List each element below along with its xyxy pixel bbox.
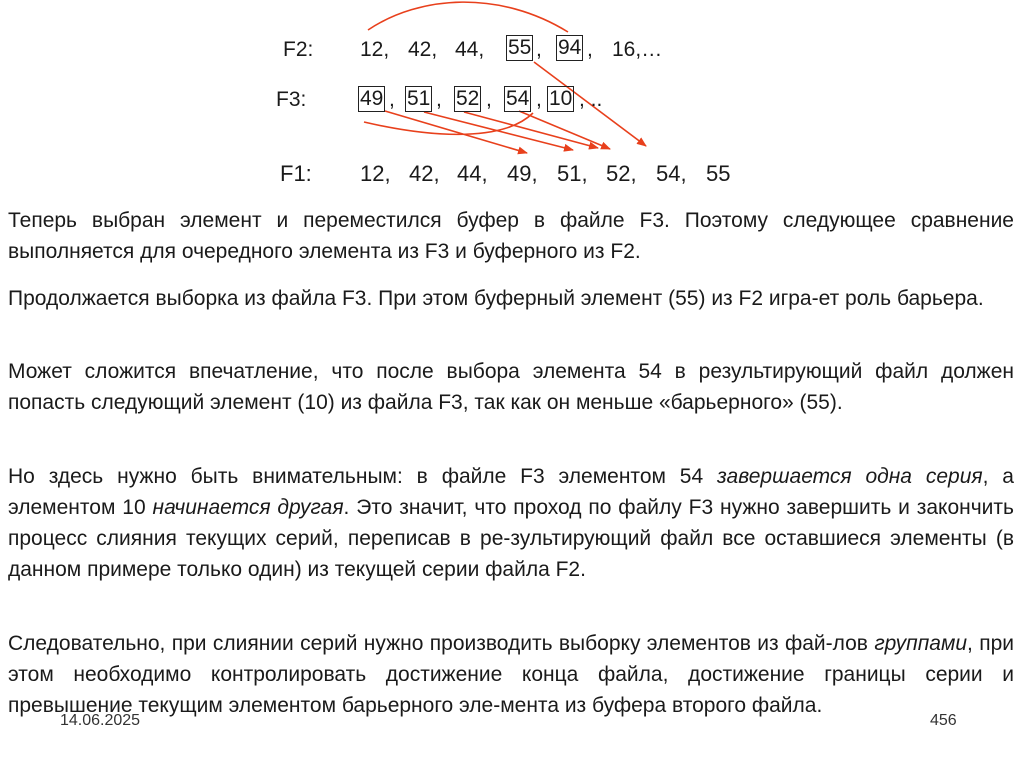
f3-label: F3: [276,88,307,111]
f2-label: F2: [283,38,314,61]
f3-item: , [486,88,492,111]
paragraph-5-text: , при этом необходимо контролировать достижение конца файла, достижение границы серии и превышение текущим элементом барьерного эле-мента из буфера второго файла. [8,632,1014,717]
arrow-54-to-f1 [519,111,610,149]
arrow-52-to-f1 [464,112,598,148]
paragraph-4 [8,461,1014,585]
f1-item: 44, [457,161,488,186]
paragraph-3: Может сложится впечатление, что после выбора элемента 54 в результирующий файл должен попасть следующий элемент (10) из файла F3, так как он меньше «барьерного» (55). [8,360,1014,414]
arc-94-to-55 [368,2,568,32]
f1-item: 51, [557,161,588,186]
f2-item: 16,… [612,38,663,61]
f3-item-boxed: 49 [360,87,384,110]
f2-item: , [536,38,542,61]
f1-item: 52, [606,161,637,186]
f2-item: , [587,38,593,61]
footer-page-number: 456 [930,712,957,729]
f1-item: 54, [656,161,687,186]
arrow-49-to-f1 [385,111,527,153]
f2-item: 12, [360,38,390,61]
f3-item: , [389,88,395,111]
f2-item-boxed: 94 [558,36,582,59]
f3-item: , .. [579,88,603,111]
paragraph-4-emphasis: завершается одна серия [717,465,983,488]
paragraph-5-emphasis: группами [874,632,968,655]
f1-item: 55 [706,161,731,186]
arrow-51-to-f1 [424,112,573,150]
paragraph-4-text: . Это значит, что проход по файлу F3 нужно завершить и закончить процесс слияния текущих серий, переписав в ре-зультирующий файл все оставшиеся элементы (в данном примере только один) из текущей серии файла F2. [8,496,1014,581]
paragraph-2: Продолжается выборка из файла F3. При этом буферный элемент (55) из F2 игра-ет роль барьера. [8,287,984,310]
paragraph-5 [8,628,1014,721]
paragraph-4-text: , а элементом 10 [8,465,1014,519]
paragraph-4-emphasis: начинается другая [152,496,344,519]
footer-date: 14.06.2025 [60,712,141,729]
arc-10-to-f1 [364,113,533,134]
f1-item: 49, [507,161,538,186]
f2-item: 42, [408,38,438,61]
paragraph-4-text: Но здесь нужно быть внимательным: в файле F3 элементом 54 [8,465,718,488]
f3-item: , [436,88,442,111]
f3-item-boxed: 51 [407,87,431,110]
f1-item: 42, [409,161,440,186]
f1-item: 12, [360,161,391,186]
f3-item-boxed: 54 [506,87,530,110]
f2-item-boxed: 55 [508,36,532,59]
paragraph-5-text: Следовательно, при слиянии серий нужно производить выборку элементов из фай-лов [8,632,875,655]
f2-item: 44, [455,38,485,61]
f3-item-boxed: 52 [456,87,480,110]
f3-item: , [536,88,542,111]
paragraph-1: Теперь выбран элемент и переместился буфер в файле F3. Поэтому следующее сравнение выполняется для очередного элемента из F3 и буферного из F2. [8,209,1014,263]
f3-item-boxed: 10 [549,87,573,110]
f1-label: F1: [280,161,312,186]
